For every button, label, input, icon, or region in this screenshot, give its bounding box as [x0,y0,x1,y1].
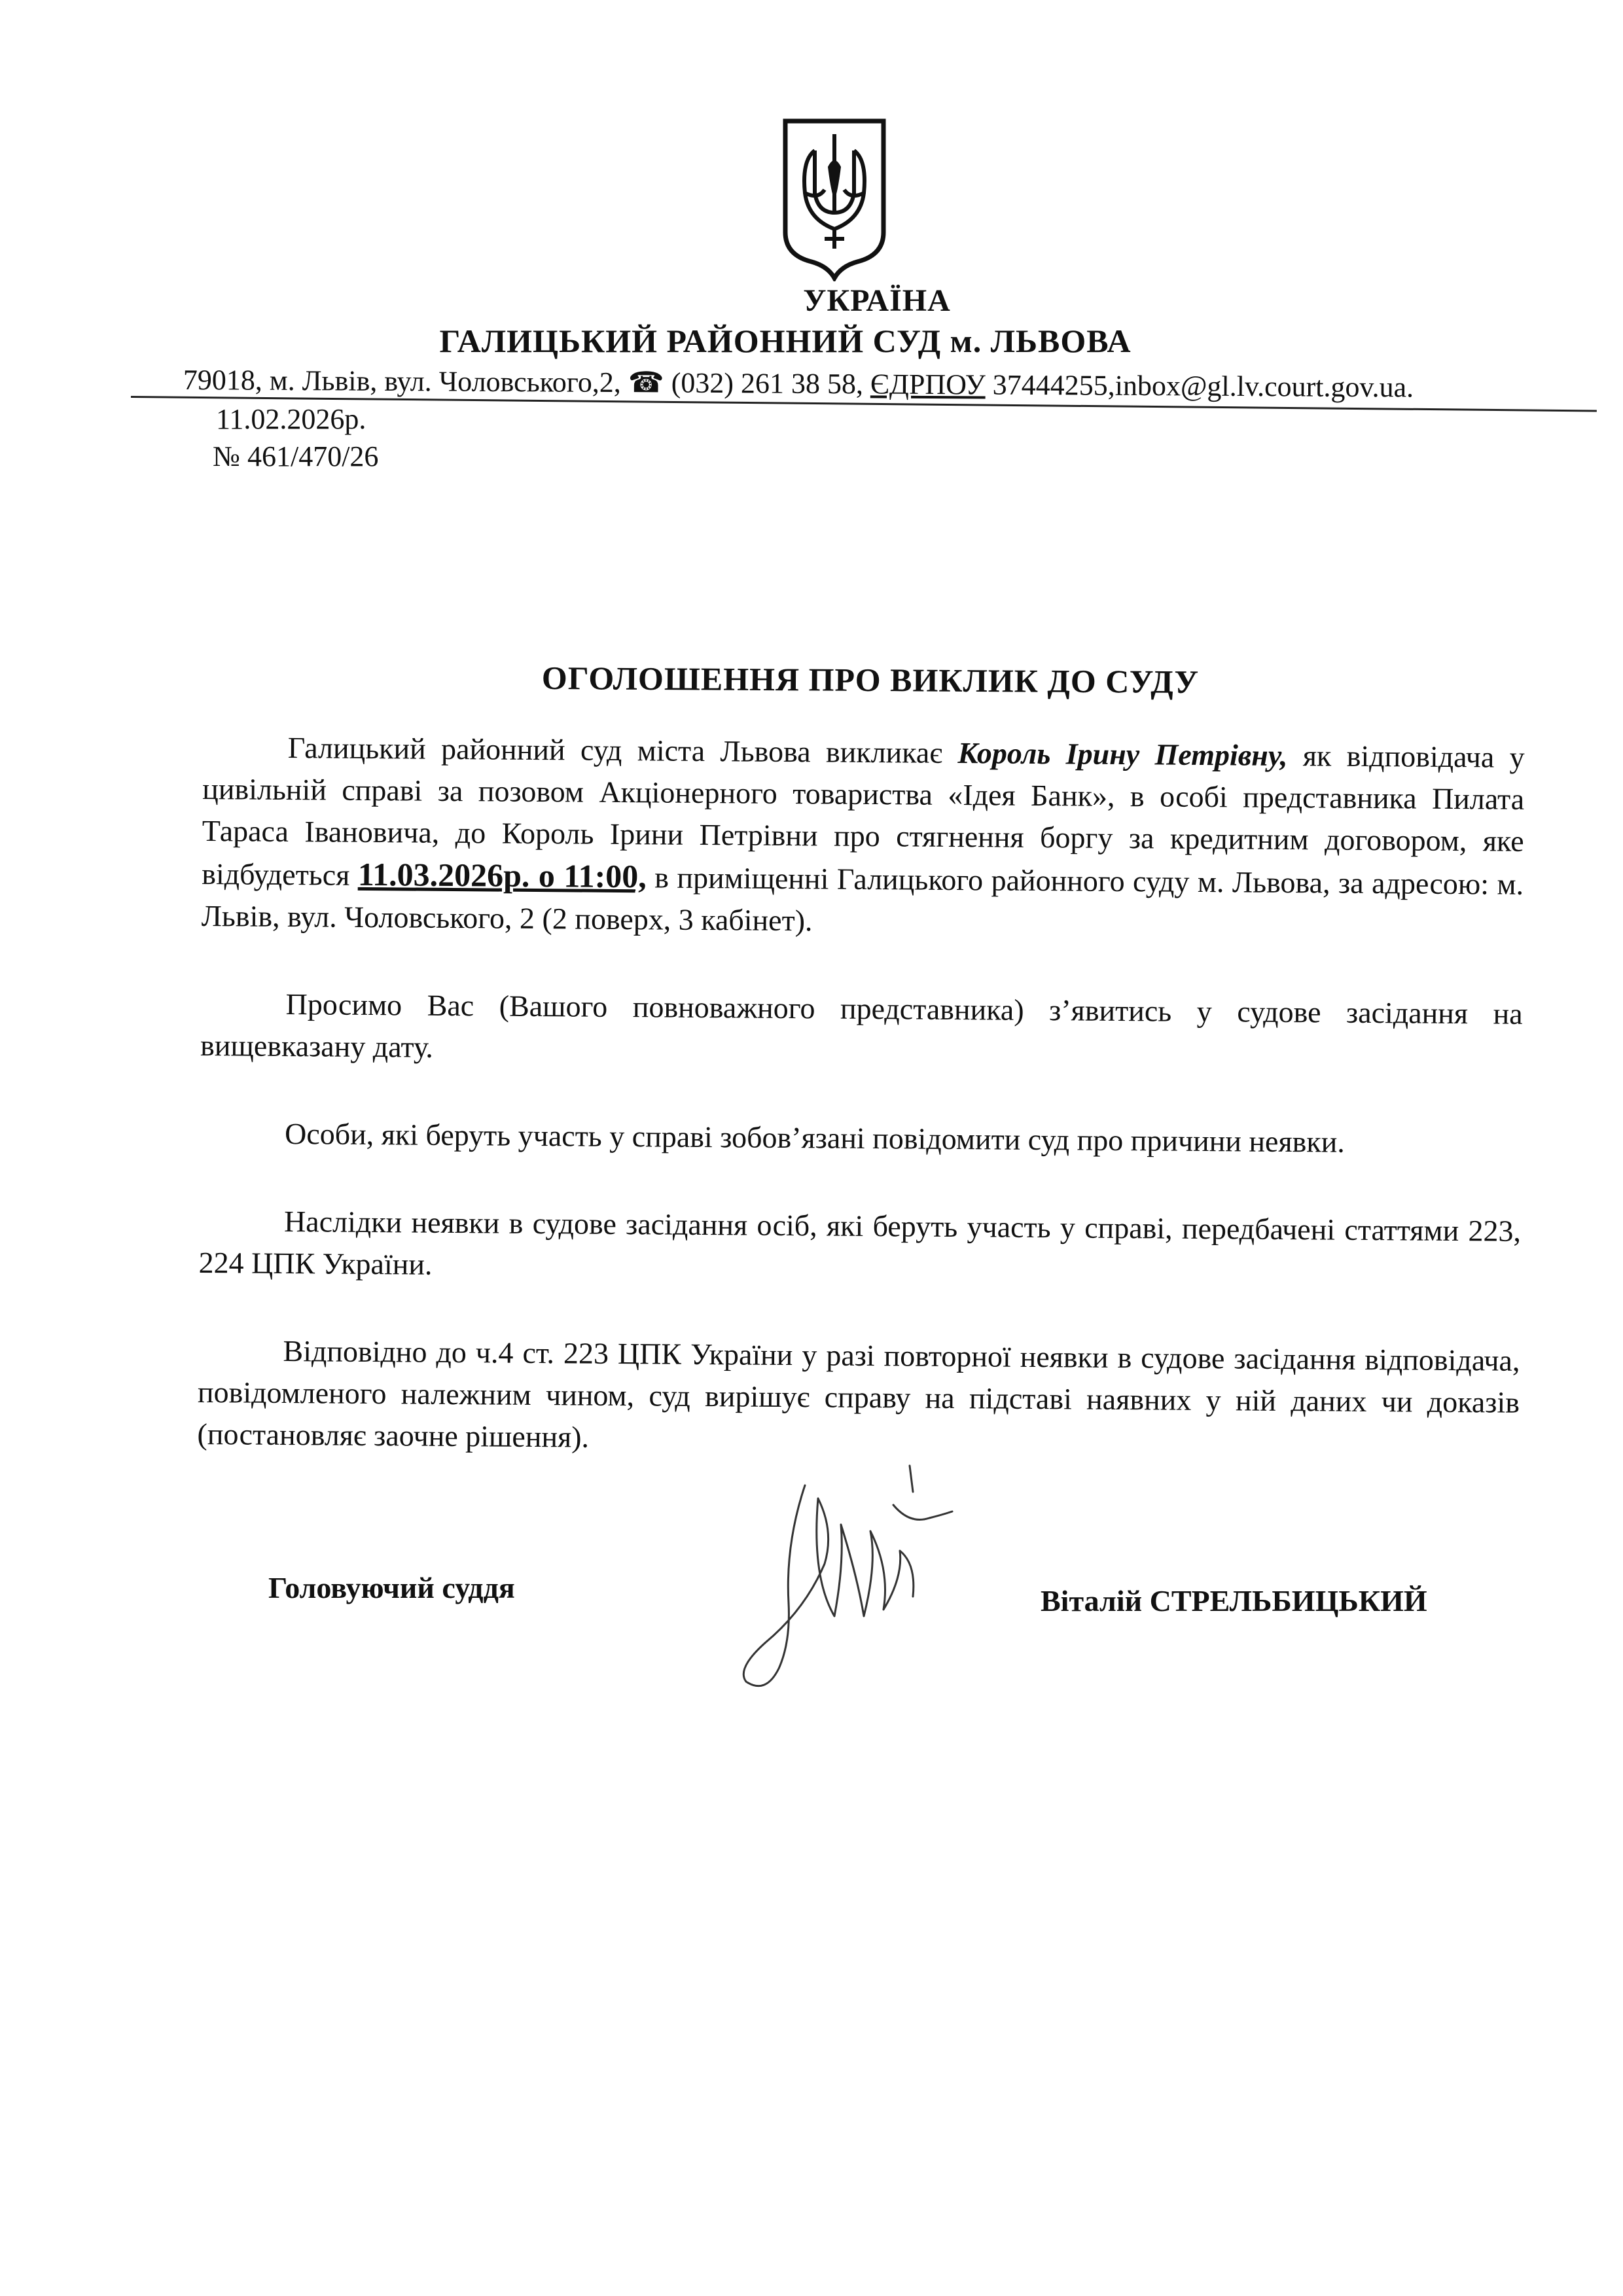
hearing-datetime: 11.03.2026р. о 11:00, [357,855,647,895]
telephone-icon: ☎ [628,366,664,399]
paragraph-text: Галицький районний суд міста Львова викликає [287,731,958,770]
document-date: 11.02.2026р. [216,403,366,435]
defendant-name: Король Ірину Петрівну, [957,736,1288,773]
notice-title: ОГОЛОШЕННЯ ПРО ВИКЛИК ДО СУДУ [541,659,1200,701]
paragraph-text: в приміщенні Галицького районного суду м. Львова, за адресою: м. Львів, вул. Чоловського, 2 (2 поверх, 3 кабінет). [201,860,1524,938]
paragraph-text: як відповідача у цивільній справі за позовом Акціонерного товариства «Ідея Банк», в особі представника Пилата Тараса Івановича, до Король Ірини Петрівни про стягнення боргу за кредитним договором, яке відбудеться [202,739,1525,892]
judge-name: Віталій СТРЕЛЬБИЦЬКИЙ [1041,1584,1427,1617]
court-name: ГАЛИЦЬКИЙ РАЙОННИЙ СУД м. ЛЬВОВА [439,323,1132,359]
paragraph-default-judgment: Відповідно до ч.4 ст. 223 ЦПК України у разі повторної неявки в судове засідання відповідача, повідомленого належним чином, суд вирішує справу на підставі наявних у ній даних чи доказів (постановляє заочне рішення). [197,1333,1520,1454]
phone-number: (032) 261 38 58 [671,366,857,400]
notice-body [197,726,1525,1511]
paragraph-request: Просимо Вас (Вашого повноважного представника) з’явитись у судове засідання на вищевказану дату. [200,987,1523,1064]
handwritten-signature [726,1446,975,1708]
address-text: 79018, м. Львів, вул. Чоловського,2, [183,364,628,399]
document-number: № 461/470/26 [213,440,379,472]
separator: , [855,368,871,400]
judge-title: Головуючий суддя [268,1571,515,1604]
edrpou-label: ЄДРПОУ [870,368,986,401]
paragraph-summons [201,726,1524,947]
paragraph-obligation: Особи, які беруть участь у справі зобов’язані повідомити суд про причини неявки. [284,1117,1346,1159]
coat-of-arms-icon [779,115,890,281]
country-title: УКРАЇНА [803,283,951,318]
edrpou-email: 37444255,inbox@gl.lv.court.gov.ua. [985,368,1414,404]
paragraph-consequences: Наслідки неявки в судове засідання осіб, які беруть участь у справі, передбачені статтями 223, 224 ЦПК України. [198,1204,1522,1281]
